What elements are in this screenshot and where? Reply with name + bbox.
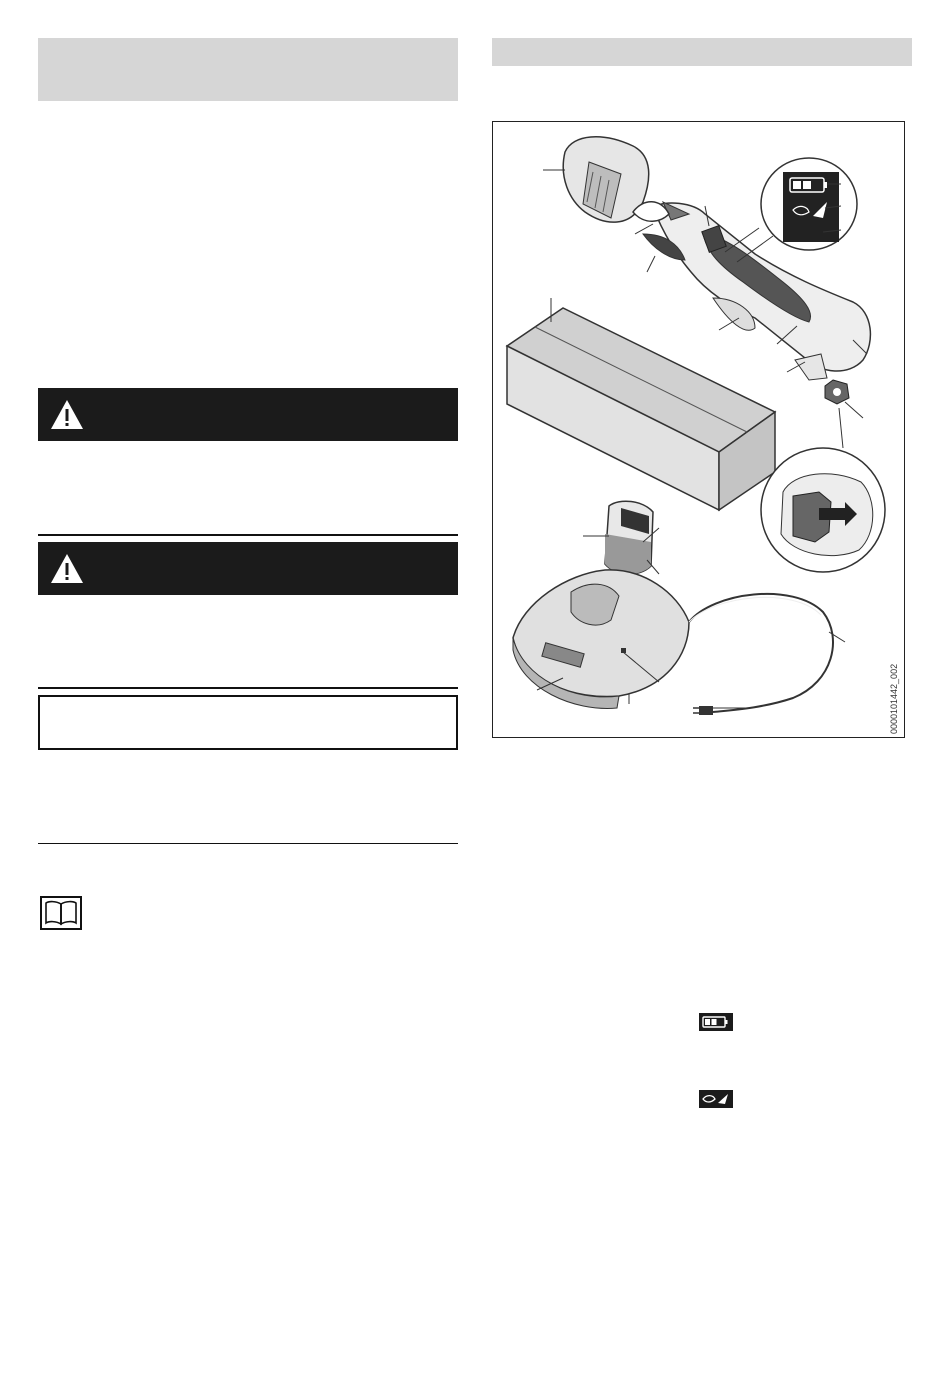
open-book-icon xyxy=(40,896,82,930)
warning-triangle-icon xyxy=(46,548,88,590)
left-heading-bar xyxy=(38,38,458,101)
warning-banner-1 xyxy=(38,388,458,441)
blade-status-icon xyxy=(699,1090,733,1108)
divider-1 xyxy=(38,534,458,536)
right-heading-bar xyxy=(492,38,912,66)
product-illustration xyxy=(493,122,904,737)
product-overview-figure xyxy=(492,121,905,738)
warning-triangle-icon xyxy=(46,394,88,436)
packaging-box-drawing xyxy=(507,308,775,510)
power-cable-drawing xyxy=(689,594,833,715)
battery-charge-icon xyxy=(699,1013,733,1031)
warning-banner-2 xyxy=(38,542,458,595)
battery-drawing xyxy=(605,501,653,574)
figure-id-label: 0000101442_002 xyxy=(889,663,899,734)
blade-cover-drawing xyxy=(825,380,849,404)
charger-drawing xyxy=(513,570,689,709)
divider-3 xyxy=(38,843,458,844)
divider-2 xyxy=(38,687,458,689)
notice-box xyxy=(38,695,458,750)
magnified-view-drawing xyxy=(761,408,885,572)
